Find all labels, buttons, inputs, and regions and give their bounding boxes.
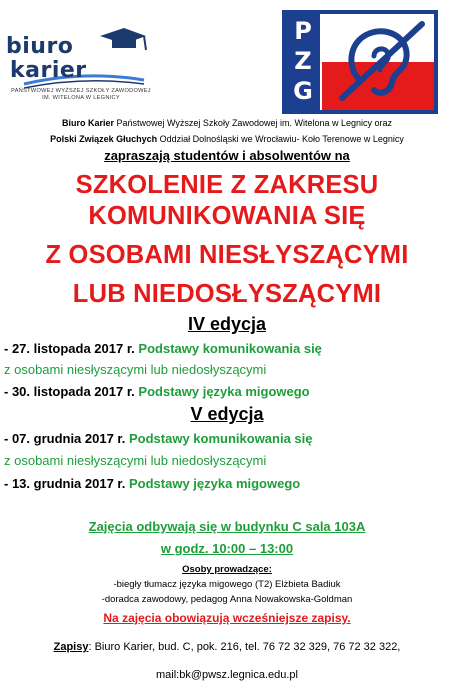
session-iv-2: - 30. listopada 2017 r. Podstawy języka migowego bbox=[4, 384, 310, 399]
biuro-subtitle: PAŃSTWOWEJ WYŻSZEJ SZKOŁY ZAWODOWEJ IM. WITELONA W LEGNICY bbox=[11, 88, 151, 101]
contact-line: Zapisy: Biuro Karier, bud. C, pok. 216, tel. 76 72 32 329, 76 72 32 322, bbox=[53, 641, 401, 653]
location-text: Zajęcia odbywają się w budynku C sala 103A bbox=[88, 519, 366, 534]
instructor-2: -doradca zawodowy, pedagog Anna Nowakowska-Goldman bbox=[101, 594, 353, 605]
biuro-karier-logo bbox=[4, 14, 154, 110]
instructors-heading: Osoby prowadzące: bbox=[182, 564, 272, 575]
contact-label: Zapisy bbox=[53, 641, 89, 653]
karier-word: karier bbox=[10, 58, 87, 83]
contact-mail[interactable]: mail:bk@pwsz.legnica.edu.pl bbox=[155, 669, 298, 681]
hours-text: w godz. 10:00 – 13:00 bbox=[160, 541, 294, 556]
session-v-2: - 13. grudnia 2017 r. Podstawy języka migowego bbox=[4, 476, 301, 491]
session-v-1-continuation: z osobami niesłyszącymi lub niedosłyszącymi bbox=[4, 453, 267, 468]
title-line-3: Z OSOBAMI NIESŁYSZĄCYMI bbox=[45, 241, 409, 269]
intro-line-1: Biuro Karier Państwowej Wyższej Szkoły Zawodowej im. Witelona w Legnicy oraz bbox=[61, 118, 393, 128]
biuro-word: biuro bbox=[6, 34, 74, 59]
session-iv-1: - 27. listopada 2017 r. Podstawy komunikowania się bbox=[4, 341, 322, 356]
intro-line-2: Polski Związek Głuchych Oddział Dolnośląski we Wrocławiu- Koło Terenowe w Legnicy bbox=[50, 134, 404, 144]
edition-v-heading: V edycja bbox=[190, 404, 264, 424]
pzg-letters: P Z G bbox=[293, 17, 313, 105]
registration-notice: Na zajęcia obowiązują wcześniejsze zapisy. bbox=[103, 611, 351, 625]
pzg-logo bbox=[282, 10, 438, 114]
title-line-4: LUB NIEDOSŁYSZĄCYMI bbox=[72, 280, 382, 308]
session-v-1: - 07. grudnia 2017 r. Podstawy komunikowania się bbox=[4, 431, 313, 446]
session-iv-1-continuation: z osobami niesłyszącymi lub niedosłyszącymi bbox=[4, 362, 267, 377]
instructor-1: -biegły tłumacz języka migowego (T2) Elżbieta Badiuk bbox=[113, 579, 341, 590]
edition-iv-heading: IV edycja bbox=[187, 314, 267, 334]
title-line-2: KOMUNIKOWANIA SIĘ bbox=[88, 202, 366, 230]
title-line-1: SZKOLENIE Z ZAKRESU bbox=[75, 171, 379, 199]
invite-line: zapraszają studentów i absolwentów na bbox=[104, 148, 350, 163]
